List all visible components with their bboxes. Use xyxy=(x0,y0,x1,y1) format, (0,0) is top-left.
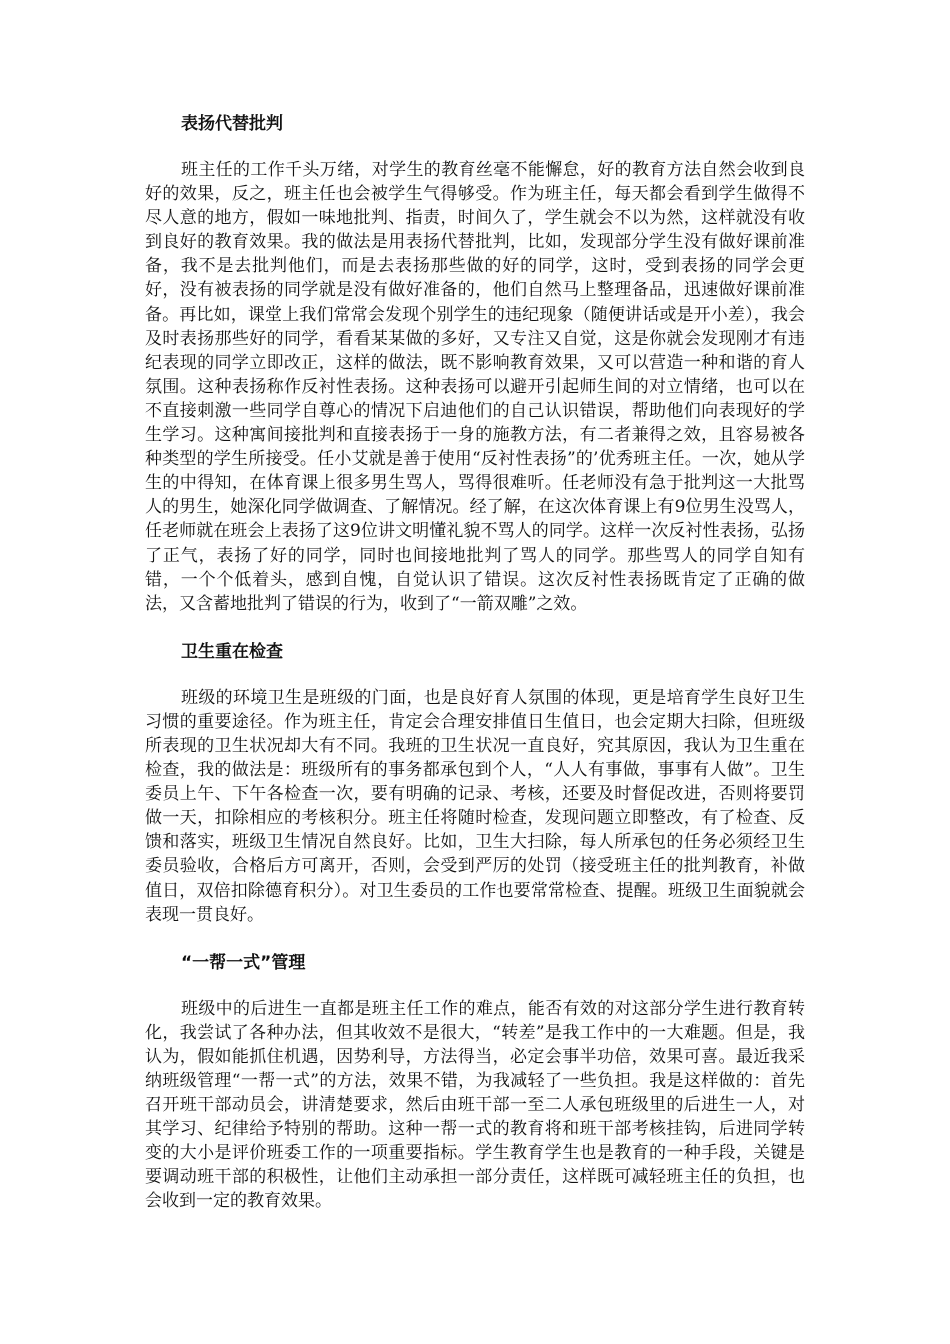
spacer xyxy=(145,927,805,951)
spacer xyxy=(145,136,805,158)
section-paragraph-hygiene-inspection: 班级的环境卫生是班级的门面，也是良好育人氛围的体现，更是培育学生良好卫生习惯的重要途径。作为班主任，肯定会合理安排值日生值日，也会定期大扫除，但班级所表现的卫生状况却大有不同。我班的卫生状况一直良好，究其原因，我认为卫生重在检查，我的做法是：班级所有的事务都承包到个人，“人人有事做，事事有人做”。卫生委员上午、下午各检查一次，要有明确的记录、考核，还要及时督促改进，否则将要罚做一天，扣除相应的考核积分。班主任将随时检查，发现问题立即整改，有了检查、反馈和落实，班级卫生情况自然良好。比如，卫生大扫除，每人所承包的任务必须经卫生委员验收，合格后方可离开，否则，会受到严厉的处罚（接受班主任的批判教育，补做值日，双倍扣除德育积分）。对卫生委员的工作也要常常检查、提醒。班级卫生面貌就会表现一贯良好。 xyxy=(145,687,805,925)
spacer xyxy=(145,664,805,686)
spacer xyxy=(145,975,805,997)
section-paragraph-praise-instead-of-criticism: 班主任的工作千头万绪，对学生的教育丝毫不能懈怠，好的教育方法自然会收到良好的效果，反之，班主任也会被学生气得够受。作为班主任，每天都会看到学生做得不尽人意的地方，假如一味地批判、指责，时间久了，学生就会不以为然，这样就没有收到良好的教育效果。我的做法是用表扬代替批判，比如，发现部分学生没有做好课前准备，我不是去批判他们，而是去表扬那些做的好的同学，这时，受到表扬的同学会更好，没有被表扬的同学就是没有做好准备的，他们自然马上整理备品，迅速做好课前准备。再比如，课堂上我们常常会发现个别学生的违纪现象（随便讲话或是开小差），我会及时表扬那些好的同学，看看某某做的多好，又专注又自觉，这是你就会发现刚才有违纪表现的同学立即改正，这样的做法，既不影响教育效果，又可以营造一种和谐的育人氛围。这种表扬称作反衬性表扬。这种表扬可以避开引起师生间的对立情绪，也可以在不直接刺激一些同学自尊心的情况下启迪他们的自己认识错误，帮助他们向表现好的学生学习。这种寓间接批判和直接表扬于一身的施教方法，有二者兼得之效，且容易被各种类型的学生所接受。任小艾就是善于使用“反衬性表扬”的’优秀班主任。一次，她从学生的中得知，在体育课上很多男生骂人，骂得很难听。任老师没有急于批判这一大批骂人的男生，她深化同学做调查、了解情况。经了解，在这次体育课上有9位男生没骂人，任老师就在班会上表扬了这9位讲文明懂礼貌不骂人的同学。这样一次反衬性表扬，弘扬了正气，表扬了好的同学，同时也间接地批判了骂人的同学。那些骂人的同学自知有错，一个个低着头，感到自愧，自觉认识了错误。这次反衬性表扬既肯定了正确的做法，又含蓄地批判了错误的行为，收到了“一箭双雕”之效。 xyxy=(145,160,805,614)
section-heading-one-helps-one: “一帮一式”管理 xyxy=(181,952,306,973)
section-paragraph-one-helps-one: 班级中的后进生一直都是班主任工作的难点，能否有效的对这部分学生进行教育转化，我尝试了各种办法，但其收效不是很大，“转差”是我工作中的一大难题。但是，我认为，假如能抓住机遇，因势利导，方法得当，必定会事半功倍，效果可喜。最近我采纳班级管理“一帮一式”的方法，效果不错，为我减轻了一些负担。我是这样做的：首先召开班干部动员会，讲清楚要求，然后由班干部一至二人承包班级里的后进生一人，对其学习、纪律给予特别的帮助。这种一帮一式的教育将和班干部考核挂钩，后进同学转变的大小是评价班委工作的一项重要指标。学生教育学生也是教育的一种手段，关键是要调动班干部的积极性，让他们主动承担一部分责任，这样既可减轻班主任的负担，也会收到一定的教育效果。 xyxy=(145,998,805,1212)
document-body xyxy=(145,112,805,1214)
spacer xyxy=(145,616,805,640)
section-heading-hygiene-inspection: 卫生重在检查 xyxy=(181,641,283,662)
section-heading-praise-instead-of-criticism: 表扬代替批判 xyxy=(181,114,283,134)
